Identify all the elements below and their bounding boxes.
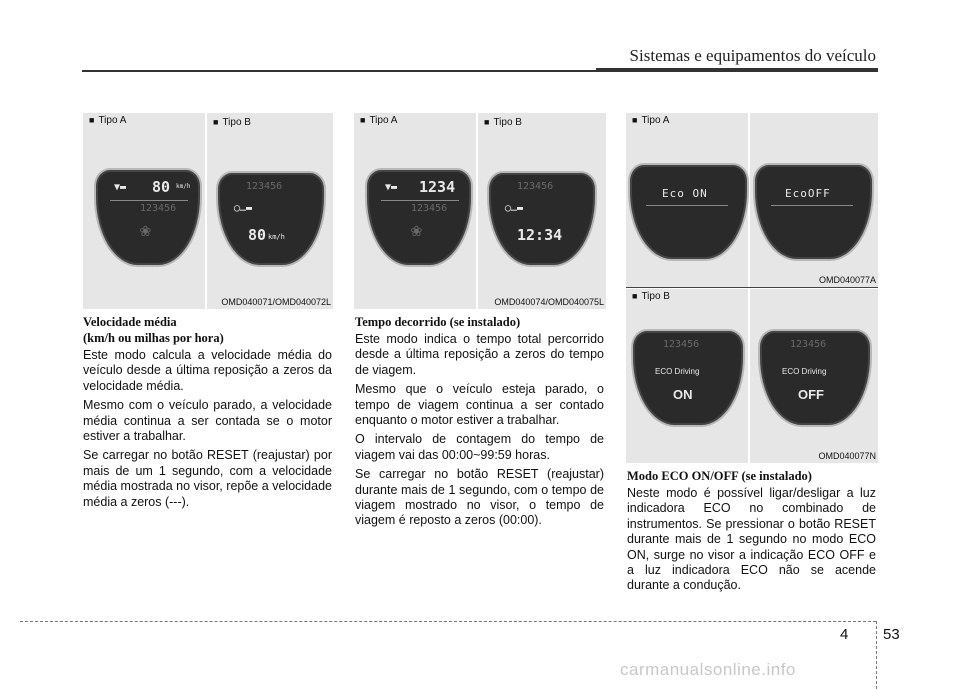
paragraph: Neste modo é possível ligar/desligar a luz indicadora ECO no combinado de instrumentos. Se pressionar o botão RESET durante mais de 1 segundo no modo ECO ON, surge no visor a indicação ECO OFF e a luz indicadora ECO não se acende durante a condução. bbox=[627, 486, 876, 593]
cluster-eco-on bbox=[628, 163, 749, 261]
cluster-type-b bbox=[487, 171, 597, 267]
cluster-type-a bbox=[365, 168, 473, 267]
eco-driving-label: ECO Driving bbox=[782, 367, 827, 376]
label-tipo-b: ■ Tipo B bbox=[484, 117, 522, 128]
figure-elapsed-time bbox=[354, 113, 606, 309]
figure-code: OMD040077N bbox=[818, 451, 876, 461]
figure-average-speed bbox=[83, 113, 333, 309]
eco-state-off: OFF bbox=[798, 387, 824, 402]
cluster-eco-driving-on bbox=[631, 329, 745, 427]
paragraph: Mesmo com o veículo parado, a velocidade média continua a ser contada se o motor estiver a trabalhar. bbox=[83, 398, 332, 444]
figure-split-rule bbox=[626, 287, 878, 288]
eco-driving-label: ECO Driving bbox=[655, 367, 700, 376]
paragraph: Se carregar no botão RESET (reajustar) por mais de um 1 segundo, com a velocidade média mostrada no visor, repõe a velocidade média a zeros (---). bbox=[83, 448, 332, 509]
paragraph: Este modo calcula a velocidade média do veículo desde a última reposição a zeros da velocidade média. bbox=[83, 348, 332, 393]
eco-off-readout: EcoOFF bbox=[785, 187, 831, 200]
odometer-readout: 123456 bbox=[663, 339, 700, 350]
figure-code: OMD040074/OMD040075L bbox=[494, 297, 604, 307]
clock-car-icon: ◯…▬ bbox=[505, 203, 524, 214]
figure-code: OMD040071/OMD040072L bbox=[221, 297, 331, 307]
paragraph: O intervalo de contagem do tempo de viagem vai das 00:00~99:59 horas. bbox=[355, 432, 604, 462]
section-eco-mode bbox=[627, 468, 876, 598]
cluster-type-b bbox=[216, 171, 326, 267]
speed-readout: 80 bbox=[248, 226, 267, 244]
eco-on-readout: Eco ON bbox=[662, 187, 708, 200]
paragraph: Este modo indica o tempo total percorrido desde a última reposição a zeros do tempo de viagem. bbox=[355, 332, 604, 377]
footer-divider bbox=[876, 621, 877, 689]
cluster-eco-driving-off bbox=[758, 329, 872, 427]
car-icon: ▼▬ bbox=[385, 182, 398, 193]
odometer-readout: 123456 bbox=[246, 181, 283, 192]
figure-eco-type-b bbox=[626, 289, 878, 463]
odometer-readout: 123456 bbox=[790, 339, 827, 350]
eco-leaf-icon: ❀ bbox=[411, 220, 422, 241]
section-title: Velocidade média bbox=[83, 315, 177, 329]
speed-unit: km/h bbox=[268, 233, 285, 241]
label-tipo-a: ■ Tipo A bbox=[89, 115, 126, 126]
footer-rule bbox=[20, 621, 876, 622]
odometer-readout: 123456 bbox=[140, 203, 177, 214]
chapter-number: 4 bbox=[840, 626, 849, 643]
figure-eco-type-a bbox=[626, 113, 878, 287]
label-tipo-b: ■ Tipo B bbox=[213, 117, 251, 128]
figure-eco-mode bbox=[626, 113, 878, 463]
header-rule-accent bbox=[596, 68, 878, 72]
elapsed-time-readout: 1234 bbox=[419, 178, 456, 196]
section-title: Modo ECO ON/OFF (se instalado) bbox=[627, 469, 812, 483]
speed-unit: km/h bbox=[176, 183, 191, 190]
eco-state-on: ON bbox=[673, 387, 693, 402]
page-number: 53 bbox=[883, 626, 900, 643]
eco-leaf-icon: ❀ bbox=[140, 220, 151, 241]
label-tipo-b: ■ Tipo B bbox=[632, 291, 670, 302]
cluster-eco-off bbox=[753, 163, 874, 261]
paragraph: Se carregar no botão RESET (reajustar) durante mais de 1 segundo, com o tempo de viagem mostrado no visor, o tempo de viagem é reposto a zeros (00:00). bbox=[355, 467, 604, 528]
cluster-type-a bbox=[94, 168, 202, 267]
car-icon: ▼▬ bbox=[114, 182, 127, 193]
paragraph: Mesmo que o veículo esteja parado, o tempo de viagem continua a ser contado enquanto o motor estiver a trabalhar. bbox=[355, 382, 604, 428]
section-elapsed-time bbox=[355, 314, 604, 533]
figure-divider bbox=[476, 113, 478, 309]
label-tipo-a: ■ Tipo A bbox=[632, 115, 669, 126]
car-icon: ◯…▬ bbox=[234, 203, 253, 214]
section-average-speed bbox=[83, 314, 332, 514]
section-title: Tempo decorrido (se instalado) bbox=[355, 315, 521, 329]
label-tipo-a: ■ Tipo A bbox=[360, 115, 397, 126]
odometer-readout: 123456 bbox=[517, 181, 554, 192]
page-header-title: Sistemas e equipamentos do veículo bbox=[629, 46, 876, 65]
elapsed-time-readout: 12:34 bbox=[517, 226, 563, 244]
speed-readout: 80 bbox=[152, 178, 171, 196]
section-subtitle: (km/h ou milhas por hora) bbox=[83, 331, 224, 345]
figure-code: OMD040077A bbox=[818, 275, 876, 285]
odometer-readout: 123456 bbox=[411, 203, 448, 214]
watermark: carmanualsonline.info bbox=[620, 660, 796, 679]
figure-divider bbox=[205, 113, 207, 309]
